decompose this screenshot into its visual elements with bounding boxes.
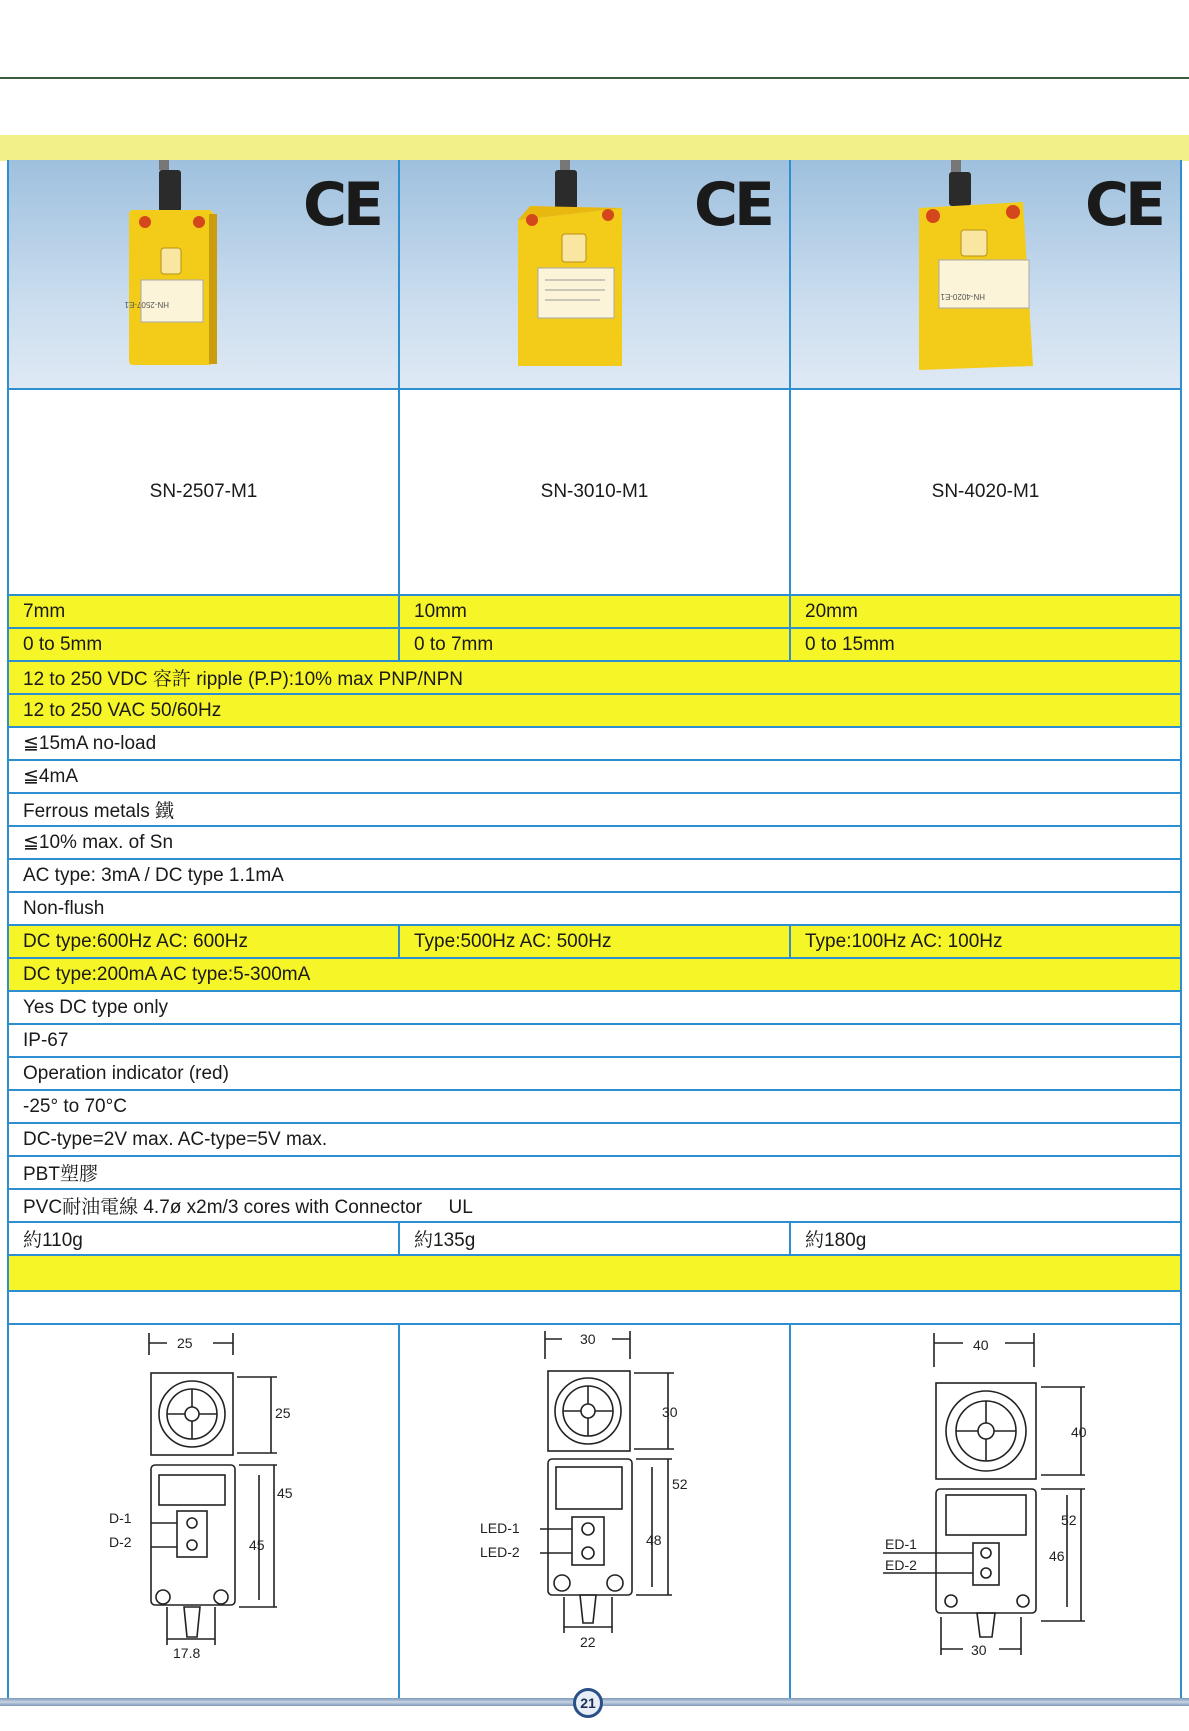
dim-body: 45 xyxy=(249,1537,265,1553)
spec-cell: 0 to 5mm xyxy=(9,629,400,660)
spec-cell: AC type: 3mA / DC type 1.1mA xyxy=(23,864,284,886)
dim-total: 52 xyxy=(672,1476,688,1492)
led-label: D-1 xyxy=(109,1510,132,1526)
spec-row-protection-grade xyxy=(9,1025,1180,1058)
dim-total: 52 xyxy=(1061,1512,1077,1528)
model-name: SN-2507-M1 xyxy=(9,390,400,594)
spec-cell: 約180g xyxy=(805,1230,867,1251)
spec-cell: ≦10% max. of Sn xyxy=(23,832,174,853)
led-label: LED-1 xyxy=(480,1520,520,1536)
spec-row-response-frequency xyxy=(9,926,1180,959)
dim-width: 25 xyxy=(177,1335,193,1351)
spec-row-residual xyxy=(9,860,1180,893)
spec-cell: -25° to 70°C xyxy=(23,1095,127,1117)
top-rule xyxy=(0,77,1189,79)
dim-face: 30 xyxy=(662,1404,678,1420)
dim-bottom: 30 xyxy=(971,1642,987,1658)
dim-face: 25 xyxy=(275,1405,291,1421)
model-name: SN-4020-M1 xyxy=(931,481,1040,502)
spec-row-current xyxy=(9,728,1180,761)
led-label: ED-1 xyxy=(885,1536,917,1552)
spec-row-temperature xyxy=(9,1091,1180,1124)
dim-bottom: 17.8 xyxy=(173,1645,201,1661)
spec-cell: 約110g xyxy=(9,1223,400,1254)
spec-cell: Non-flush xyxy=(23,897,105,919)
spec-row-weight xyxy=(9,1223,1180,1256)
spec-cell: 0 to 15mm xyxy=(805,633,895,655)
photo-row xyxy=(9,160,1180,388)
spec-row-sensing-distance xyxy=(9,596,1180,629)
model-row xyxy=(9,388,1180,596)
spec-cell: Yes DC type only xyxy=(23,996,169,1018)
dimension-drawings xyxy=(9,1323,1180,1698)
spec-cell: 7mm xyxy=(9,596,400,627)
spec-cell: 12 to 250 VDC 容許 ripple (P.P):10% max PNP/NPN xyxy=(23,669,463,690)
spec-cell: 20mm xyxy=(805,600,858,622)
spec-cell: PVC耐油電線 4.7ø x2m/3 cores with Connector UL xyxy=(23,1197,473,1218)
spec-cell: PBT塑膠 xyxy=(23,1164,98,1185)
dimension-drawing-2 xyxy=(400,1325,791,1698)
spec-row-target xyxy=(9,794,1180,827)
spec-row-leakage xyxy=(9,761,1180,794)
spec-cell: 10mm xyxy=(400,596,791,627)
header-band xyxy=(0,135,1189,161)
spec-row-protection-circuit xyxy=(9,992,1180,1025)
spec-table xyxy=(9,596,1180,1292)
drawing-svg xyxy=(791,1325,1181,1700)
spec-cell: 約135g xyxy=(400,1223,791,1254)
drawing-svg xyxy=(9,1325,399,1700)
dimension-drawing-3 xyxy=(791,1325,1180,1698)
spec-cell: IP-67 xyxy=(23,1029,69,1051)
spec-cell: DC-type=2V max. AC-type=5V max. xyxy=(23,1128,328,1150)
spec-row-hysteresis xyxy=(9,827,1180,860)
led-label: D-2 xyxy=(109,1534,132,1550)
led-label: LED-2 xyxy=(480,1544,520,1560)
sensor-label-text: HN-2507-E1 xyxy=(124,300,169,309)
spec-cell: Ferrous metals 鐵 xyxy=(23,801,174,822)
sensor-label-text: HN-4020-E1 xyxy=(940,292,985,301)
spec-row-blank xyxy=(9,1256,1180,1292)
spec-row-voltage-drop xyxy=(9,1124,1180,1157)
ce-mark: CE xyxy=(302,170,380,240)
spec-cell: ≦15mA no-load xyxy=(23,733,157,754)
ce-mark: CE xyxy=(1084,170,1162,240)
spec-cell: 0 to 7mm xyxy=(400,629,791,660)
spec-cell: 12 to 250 VAC 50/60Hz xyxy=(23,699,222,721)
spec-row-ac-supply xyxy=(9,695,1180,728)
drawing-svg xyxy=(400,1325,790,1700)
spec-cell: Type:500Hz AC: 500Hz xyxy=(400,926,791,957)
product-photo-3 xyxy=(791,160,1180,388)
dim-width: 40 xyxy=(973,1337,989,1353)
spec-cell: Operation indicator (red) xyxy=(23,1062,229,1084)
spec-row-setting-distance xyxy=(9,629,1180,662)
led-label: ED-2 xyxy=(885,1557,917,1573)
dim-width: 30 xyxy=(580,1331,596,1347)
dimension-drawing-1 xyxy=(9,1325,400,1698)
spec-row-control-output xyxy=(9,959,1180,992)
dim-total: 45 xyxy=(277,1485,293,1501)
spec-row-mounting xyxy=(9,893,1180,926)
dim-bottom: 22 xyxy=(580,1634,596,1650)
spec-cell: DC type:600Hz AC: 600Hz xyxy=(9,926,400,957)
page-number: 21 xyxy=(573,1688,603,1718)
product-photo-2 xyxy=(400,160,791,388)
spec-sheet xyxy=(7,160,1182,1698)
model-name: SN-3010-M1 xyxy=(400,390,791,594)
spec-row-housing xyxy=(9,1157,1180,1190)
spec-cell: DC type:200mA AC type:5-300mA xyxy=(23,963,311,985)
spec-row-indicator xyxy=(9,1058,1180,1091)
dim-face: 40 xyxy=(1071,1424,1087,1440)
spec-row-cable xyxy=(9,1190,1180,1223)
dim-body: 48 xyxy=(646,1532,662,1548)
spec-cell: ≦4mA xyxy=(23,766,78,787)
dim-body: 46 xyxy=(1049,1548,1065,1564)
ce-mark: CE xyxy=(693,170,771,240)
product-photo-1 xyxy=(9,160,400,388)
spec-cell: Type:100Hz AC: 100Hz xyxy=(805,930,1003,952)
spec-row-dc-supply xyxy=(9,662,1180,695)
